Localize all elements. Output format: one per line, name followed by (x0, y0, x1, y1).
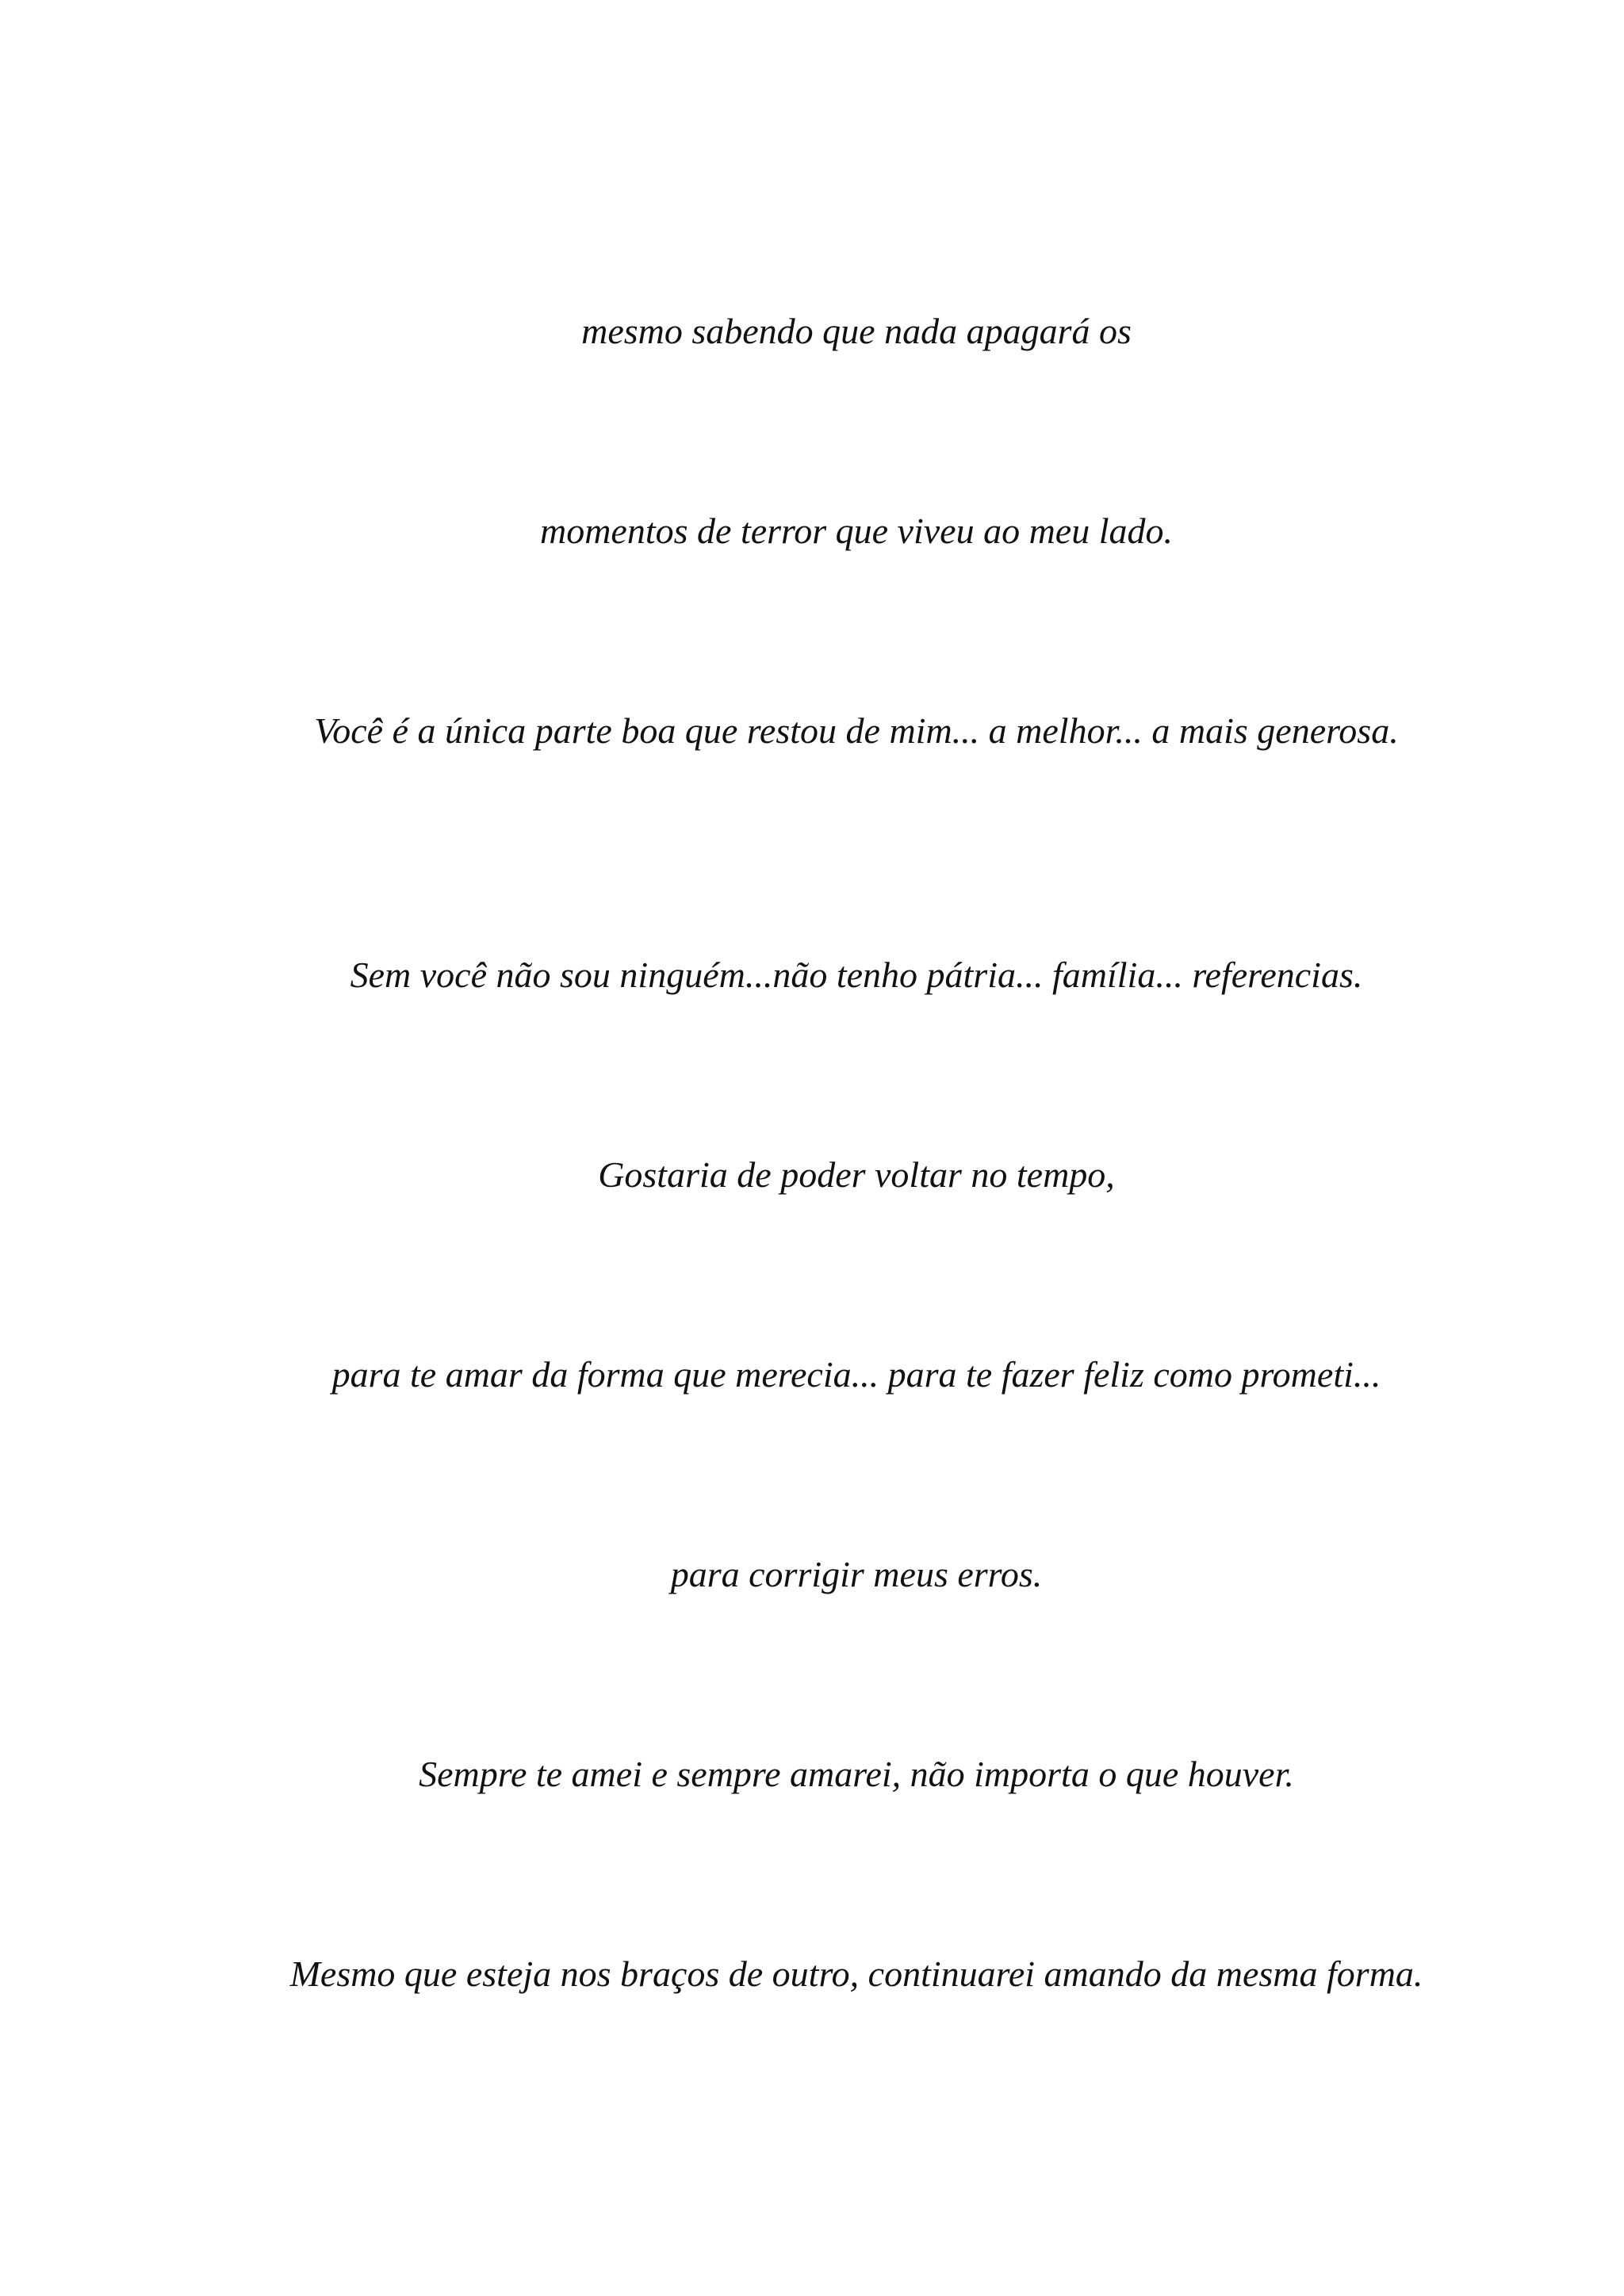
text-line-4: Sem você não sou ninguém...não tenho pátria... família... referencias. (350, 955, 1363, 995)
text-line-1: mesmo sabendo que nada apagará os (581, 311, 1132, 351)
text-line-6: para te amar da forma que merecia... para te fazer feliz como prometi... (331, 1354, 1381, 1395)
text-line-8: Sempre te amei e sempre amarei, não importa o que houver. (419, 1754, 1294, 1794)
text-line-3: Você é a única parte boa que restou de mim... a melhor... a mais generosa. (314, 710, 1399, 751)
text-line-9: Mesmo que esteja nos braços de outro, continuarei amando da mesma forma. (289, 1954, 1423, 1994)
text-line-2: momentos de terror que viveu ao meu lado. (539, 511, 1173, 551)
text-line-5: Gostaria de poder voltar no tempo, (598, 1154, 1115, 1195)
text-line-7: para corrigir meus erros. (670, 1554, 1043, 1594)
